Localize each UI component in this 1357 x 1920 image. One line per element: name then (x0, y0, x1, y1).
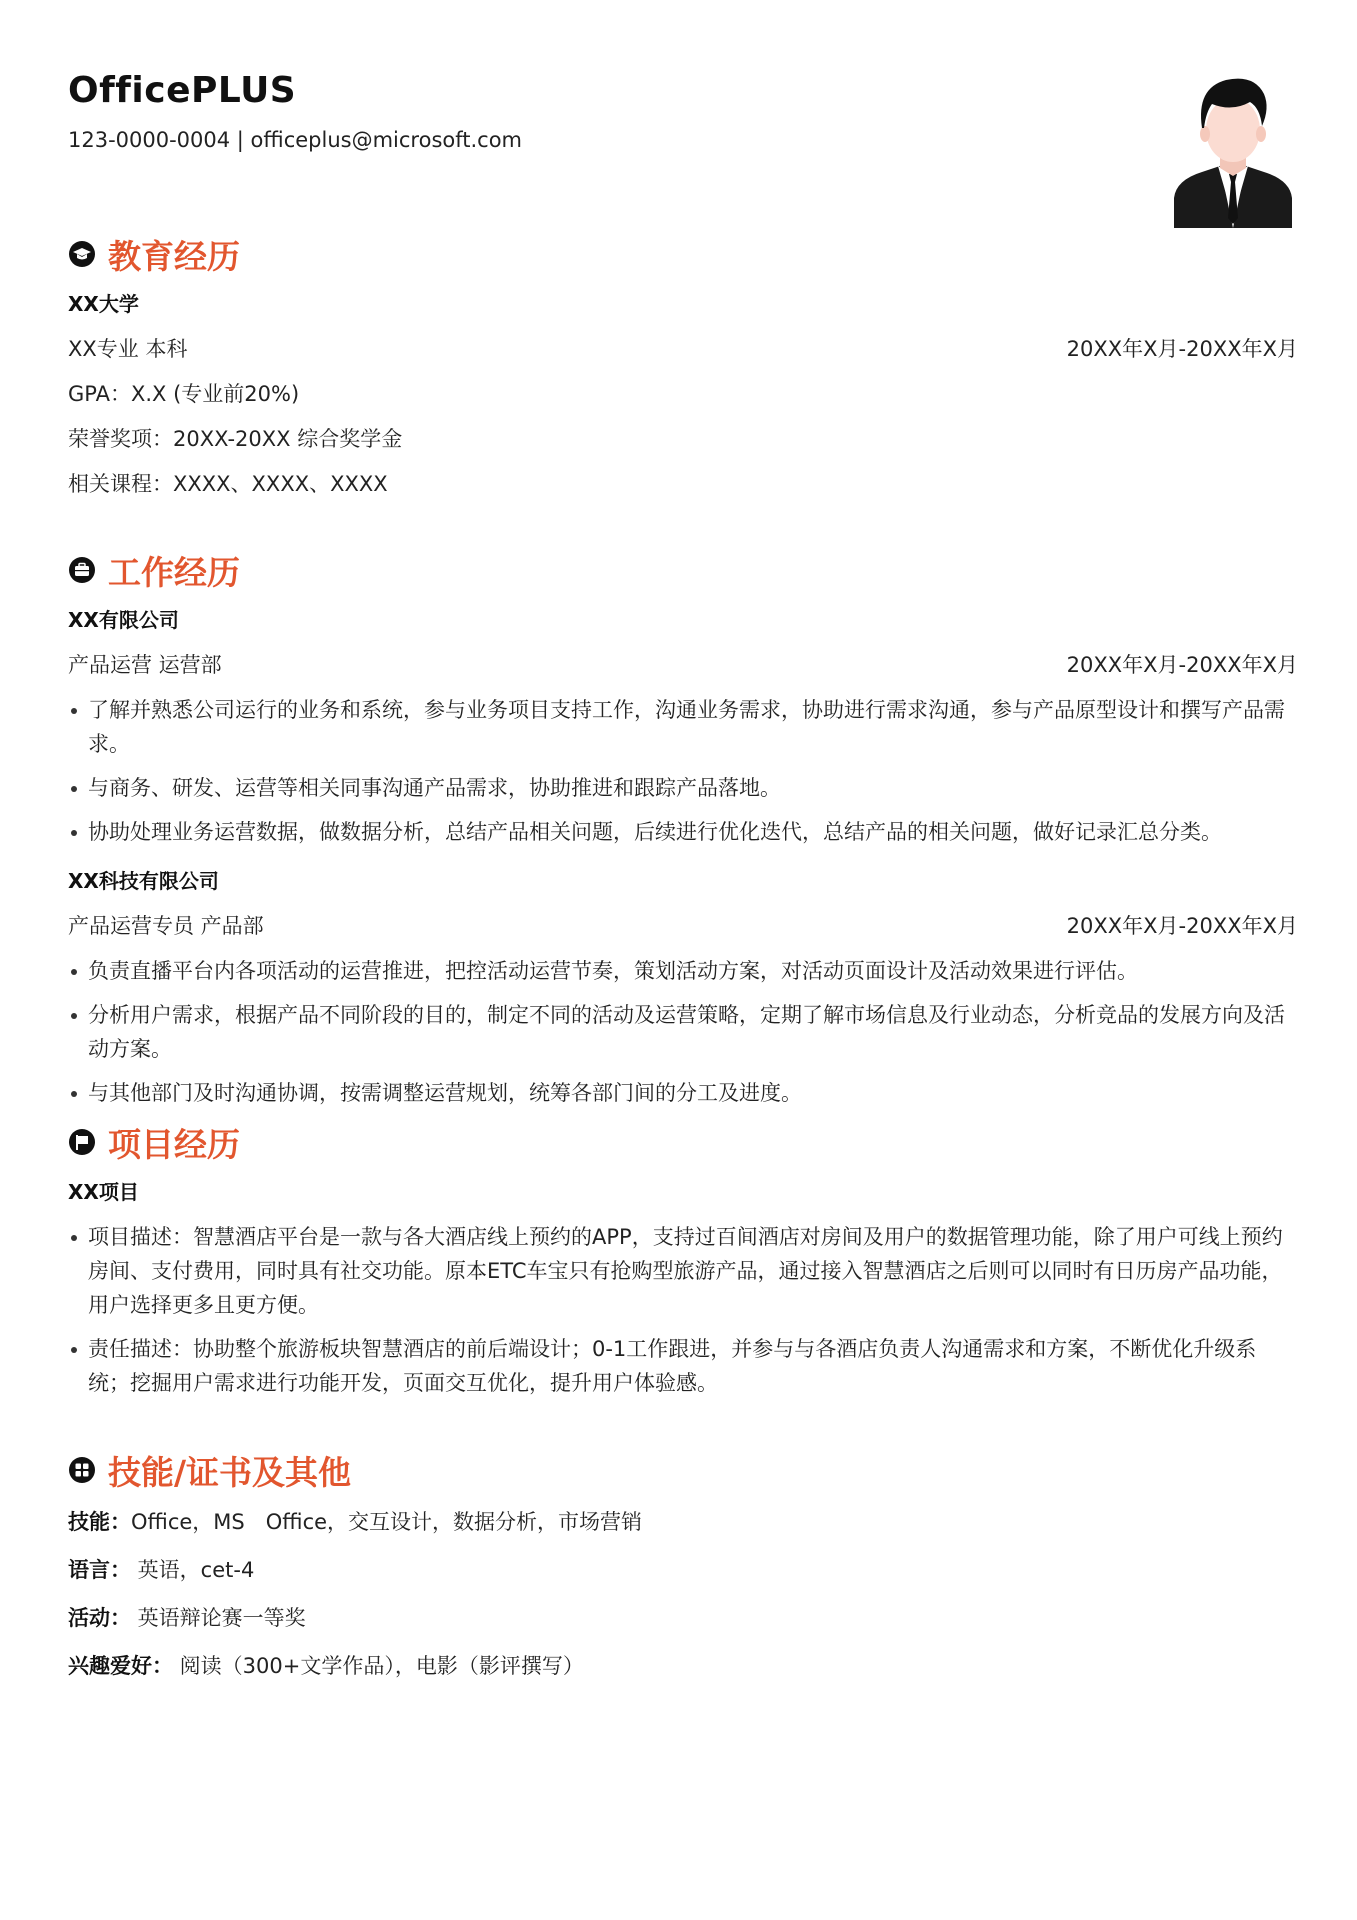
avatar (1172, 68, 1294, 228)
honors: 荣誉奖项：20XX-20XX 综合奖学金 (68, 427, 403, 451)
work-header (68, 546, 1298, 594)
skill-value: Office，MS Office，交互设计，数据分析，市场营销 (131, 1510, 643, 1534)
work-section (68, 546, 1298, 1120)
company-name: XX有限公司 (68, 608, 179, 632)
skill-row (68, 1594, 1298, 1642)
job-bullet: 协助处理业务运营数据，做数据分析，总结产品相关问题，后续进行优化迭代，总结产品的相关问题，做好记录汇总分类。 (68, 815, 1298, 849)
education-section (68, 230, 1298, 507)
school-name: XX大学 (68, 292, 139, 316)
projects-header (68, 1118, 1298, 1166)
job-bullet: 与商务、研发、运营等相关同事沟通产品需求，协助推进和跟踪产品落地。 (68, 771, 1298, 805)
job-role: 产品运营 运营部 (68, 653, 222, 677)
skill-value: 阅读（300+文学作品），电影（影评撰写） (173, 1654, 584, 1678)
project-name: XX项目 (68, 1180, 139, 1204)
job-entry (68, 598, 1298, 688)
job-role: 产品运营专员 产品部 (68, 914, 264, 938)
projects-section (68, 1118, 1298, 1410)
skill-label: 语言： (68, 1558, 131, 1582)
job-bullet: 负责直播平台内各项活动的运营推进，把控活动运营节奏，策划活动方案，对活动页面设计及活动效果进行评估。 (68, 954, 1298, 988)
education-header (68, 230, 1298, 278)
skill-row (68, 1642, 1298, 1690)
education-period: 20XX年X月-20XX年X月 (1066, 337, 1298, 361)
skills-section (68, 1446, 1298, 1690)
courses: 相关课程：XXXX、XXXX、XXXX (68, 472, 388, 496)
job-period: 20XX年X月-20XX年X月 (1066, 653, 1298, 677)
project-bullet: 责任描述：协助整个旅游板块智慧酒店的前后端设计；0-1工作跟进，并参与与各酒店负责人沟通需求和方案，不断优化升级系统；挖掘用户需求进行功能开发，页面交互优化，提升用户体验感。 (68, 1332, 1298, 1400)
skill-value: 英语辩论赛一等奖 (131, 1606, 306, 1630)
skill-value: 英语，cet-4 (131, 1558, 255, 1582)
job-period: 20XX年X月-20XX年X月 (1066, 914, 1298, 938)
job-entry (68, 859, 1298, 949)
company-name: XX科技有限公司 (68, 869, 219, 893)
skills-title: 技能/证书及其他 (108, 1452, 352, 1492)
candidate-name: OfficePLUS (68, 70, 297, 111)
skill-label: 活动： (68, 1606, 131, 1630)
skill-label: 技能： (68, 1510, 131, 1534)
job-bullet: 与其他部门及时沟通协调，按需调整运营规划，统筹各部门间的分工及进度。 (68, 1076, 1298, 1110)
job-bullet: 了解并熟悉公司运行的业务和系统，参与业务项目支持工作，沟通业务需求，协助进行需求沟通，参与产品原型设计和撰写产品需求。 (68, 693, 1298, 761)
projects-title: 项目经历 (108, 1124, 240, 1164)
major-degree: XX专业 本科 (68, 337, 188, 361)
gpa: GPA：X.X (专业前20%) (68, 382, 300, 406)
work-title: 工作经历 (108, 552, 240, 592)
project-bullets (68, 1220, 1298, 1400)
project-bullet: 项目描述：智慧酒店平台是一款与各大酒店线上预约的APP，支持过百间酒店对房间及用户的数据管理功能，除了用户可线上预约房间、支付费用，同时具有社交功能。原本ETC车宝只有抢购型旅游产品，通过接入智慧酒店之后则可以同时有日历房产品功能，用户选择更多且更方便。 (68, 1220, 1298, 1322)
skills-header (68, 1446, 1298, 1494)
contact-info: 123-0000-0004 | officeplus@microsoft.com (68, 128, 523, 152)
skill-row (68, 1498, 1298, 1546)
job-bullets (68, 954, 1298, 1110)
skill-row (68, 1546, 1298, 1594)
briefcase-icon (68, 556, 96, 584)
skill-label: 兴趣爱好： (68, 1654, 173, 1678)
graduation-cap-icon (68, 240, 96, 268)
job-bullet: 分析用户需求，根据产品不同阶段的目的，制定不同的活动及运营策略，定期了解市场信息及行业动态，分析竞品的发展方向及活动方案。 (68, 998, 1298, 1066)
flag-icon (68, 1128, 96, 1156)
education-title: 教育经历 (108, 236, 240, 276)
grid-icon (68, 1456, 96, 1484)
job-bullets (68, 693, 1298, 849)
